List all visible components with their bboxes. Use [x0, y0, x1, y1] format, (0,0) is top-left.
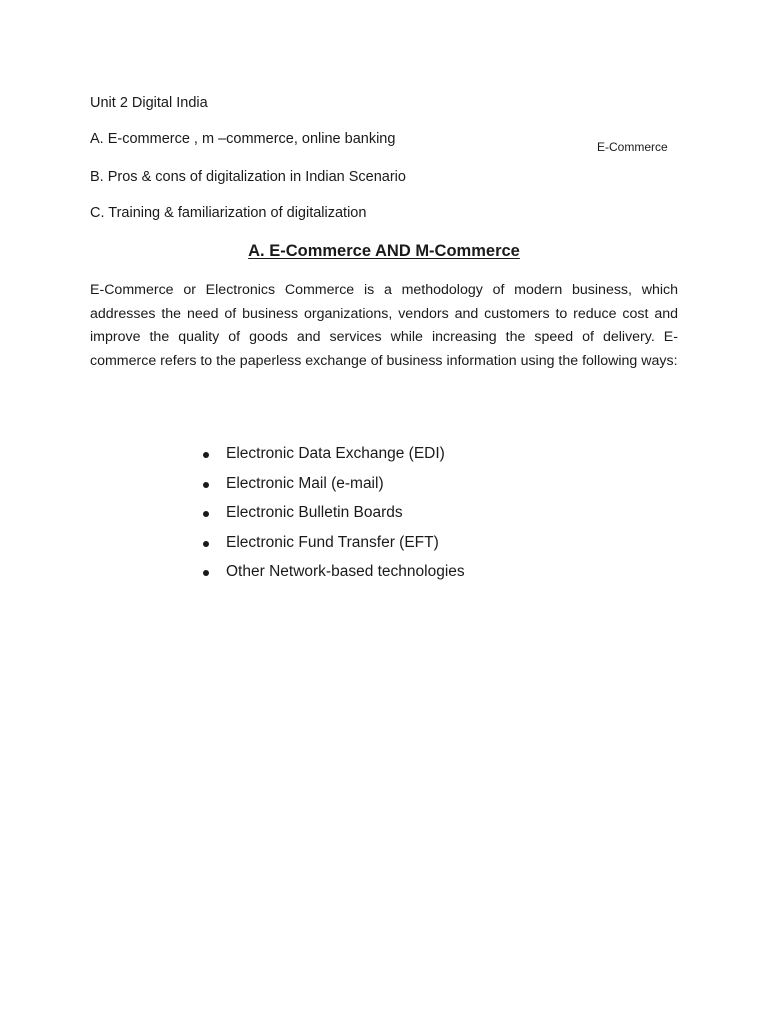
list-item-text: Electronic Fund Transfer (EFT): [226, 533, 439, 551]
list-item-text: Electronic Mail (e-mail): [226, 474, 384, 492]
outline-item-a: A. E-commerce , m –commerce, online banking: [90, 131, 396, 147]
unit-title: Unit 2 Digital India: [90, 95, 208, 111]
list-item-text: Other Network-based technologies: [226, 563, 465, 580]
bullet-icon: [203, 541, 209, 547]
outline-item-c: C. Training & familiarization of digitalization: [90, 205, 367, 221]
side-label: E-Commerce: [597, 140, 668, 154]
bullet-icon: [203, 452, 209, 458]
bullet-icon: [203, 511, 209, 517]
list-item: [200, 443, 465, 473]
bullet-icon: [203, 570, 209, 576]
list-item-text: Electronic Data Exchange (EDI): [226, 445, 445, 462]
section-heading: A. E-Commerce AND M-Commerce: [248, 242, 520, 260]
list-item-text: Electronic Bulletin Boards: [226, 504, 403, 521]
list-item: [200, 473, 465, 503]
list-item: [200, 502, 465, 532]
bullet-icon: [203, 482, 209, 488]
list-item: [200, 561, 465, 591]
bullet-list: [200, 443, 465, 591]
list-item: [200, 532, 465, 562]
outline-item-b: B. Pros & cons of digitalization in Indian Scenario: [90, 169, 406, 185]
section-paragraph: E-Commerce or Electronics Commerce is a methodology of modern business, which addresses the need of business organizations, vendors and customers to reduce cost and improve the quality of goods and services while increasing the speed of delivery. E-commerce refers to the paperless exchange of business information using the following ways:: [90, 282, 678, 369]
